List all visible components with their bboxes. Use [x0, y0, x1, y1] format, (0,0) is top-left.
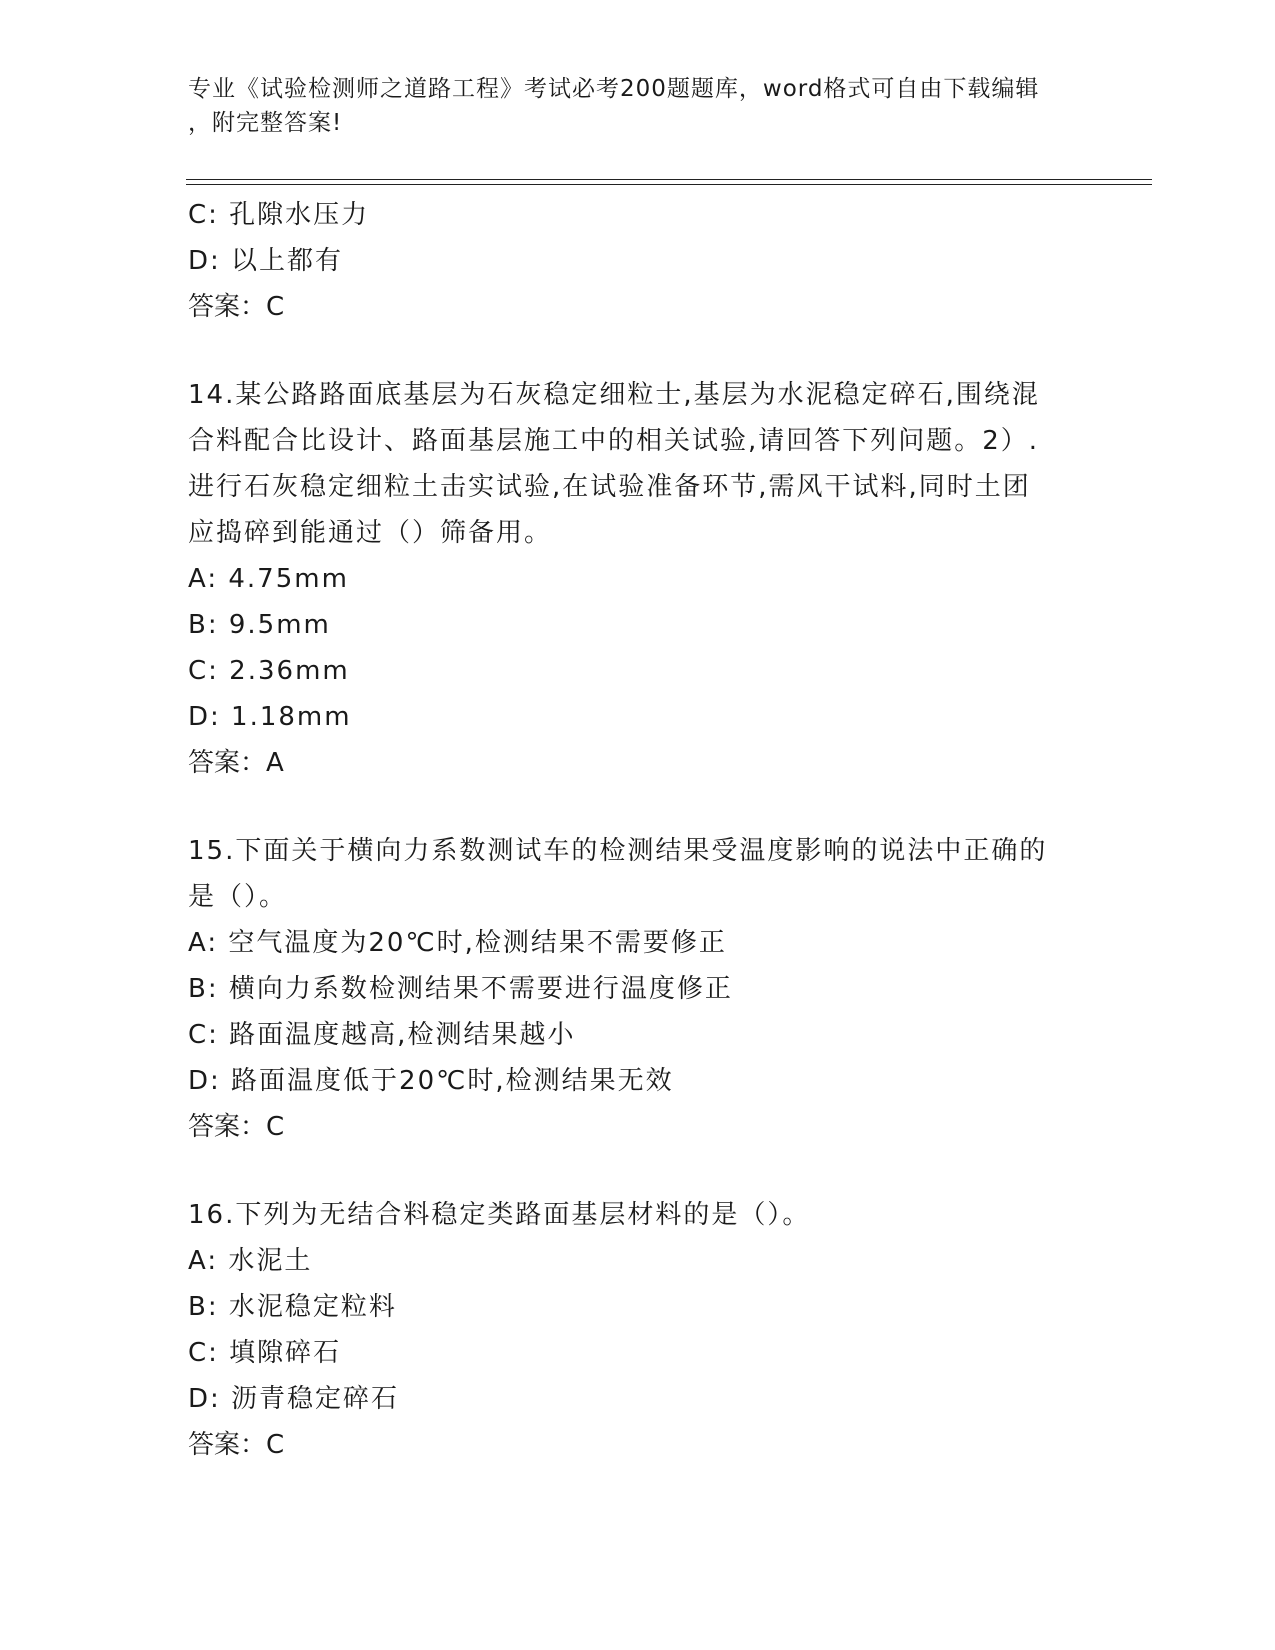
document-header: [188, 72, 1088, 140]
question-text-line: 是（）。: [188, 882, 288, 912]
option-a: A: 水泥土: [188, 1246, 313, 1276]
question-list: [188, 192, 1088, 1468]
option-c: C: 孔隙水压力: [188, 200, 370, 230]
option-a: A: 4.75mm: [188, 564, 349, 594]
header-title-continuation: ，附完整答案!: [188, 110, 343, 136]
question-text-line: 合料配合比设计、路面基层施工中的相关试验,请回答下列问题。2）.: [188, 426, 1040, 456]
option-b: B: 水泥稳定粒料: [188, 1292, 397, 1322]
answer-line: 答案：A: [188, 748, 284, 778]
option-a: A: 空气温度为20℃时,检测结果不需要修正: [188, 928, 727, 958]
option-d: D: 路面温度低于20℃时,检测结果无效: [188, 1066, 674, 1096]
answer-line: 答案：C: [188, 1112, 285, 1142]
option-d: D: 沥青稳定碎石: [188, 1384, 400, 1414]
question-text-line: 14.某公路路面底基层为石灰稳定细粒士,基层为水泥稳定碎石,围绕混: [188, 380, 1040, 410]
question-15: [188, 828, 1088, 1150]
option-c: C: 填隙碎石: [188, 1338, 342, 1368]
option-b: B: 9.5mm: [188, 610, 331, 640]
option-c: C: 2.36mm: [188, 656, 350, 686]
answer-line: 答案：C: [188, 1430, 285, 1460]
header-title-line: 专业《试验检测师之道路工程》考试必考200题题库，word格式可自由下载编辑: [188, 76, 1040, 102]
header-divider-bottom: [186, 184, 1152, 185]
question-16: [188, 1192, 1088, 1468]
question-text-line: 进行石灰稳定细粒土击实试验,在试验准备环节,需风干试料,同时土团: [188, 472, 1031, 502]
option-d: D: 1.18mm: [188, 702, 352, 732]
question-text-line: 15.下面关于横向力系数测试车的检测结果受温度影响的说法中正确的: [188, 836, 1048, 866]
previous-question: [188, 192, 1088, 330]
option-b: B: 横向力系数检测结果不需要进行温度修正: [188, 974, 733, 1004]
option-d: D: 以上都有: [188, 246, 344, 276]
answer-line: 答案：C: [188, 292, 285, 322]
question-14: [188, 372, 1088, 786]
option-c: C: 路面温度越高,检测结果越小: [188, 1020, 576, 1050]
header-divider-top: [186, 179, 1152, 180]
question-text-line: 16.下列为无结合料稳定类路面基层材料的是（）。: [188, 1200, 811, 1230]
question-text-line: 应捣碎到能通过（）筛备用。: [188, 518, 553, 548]
